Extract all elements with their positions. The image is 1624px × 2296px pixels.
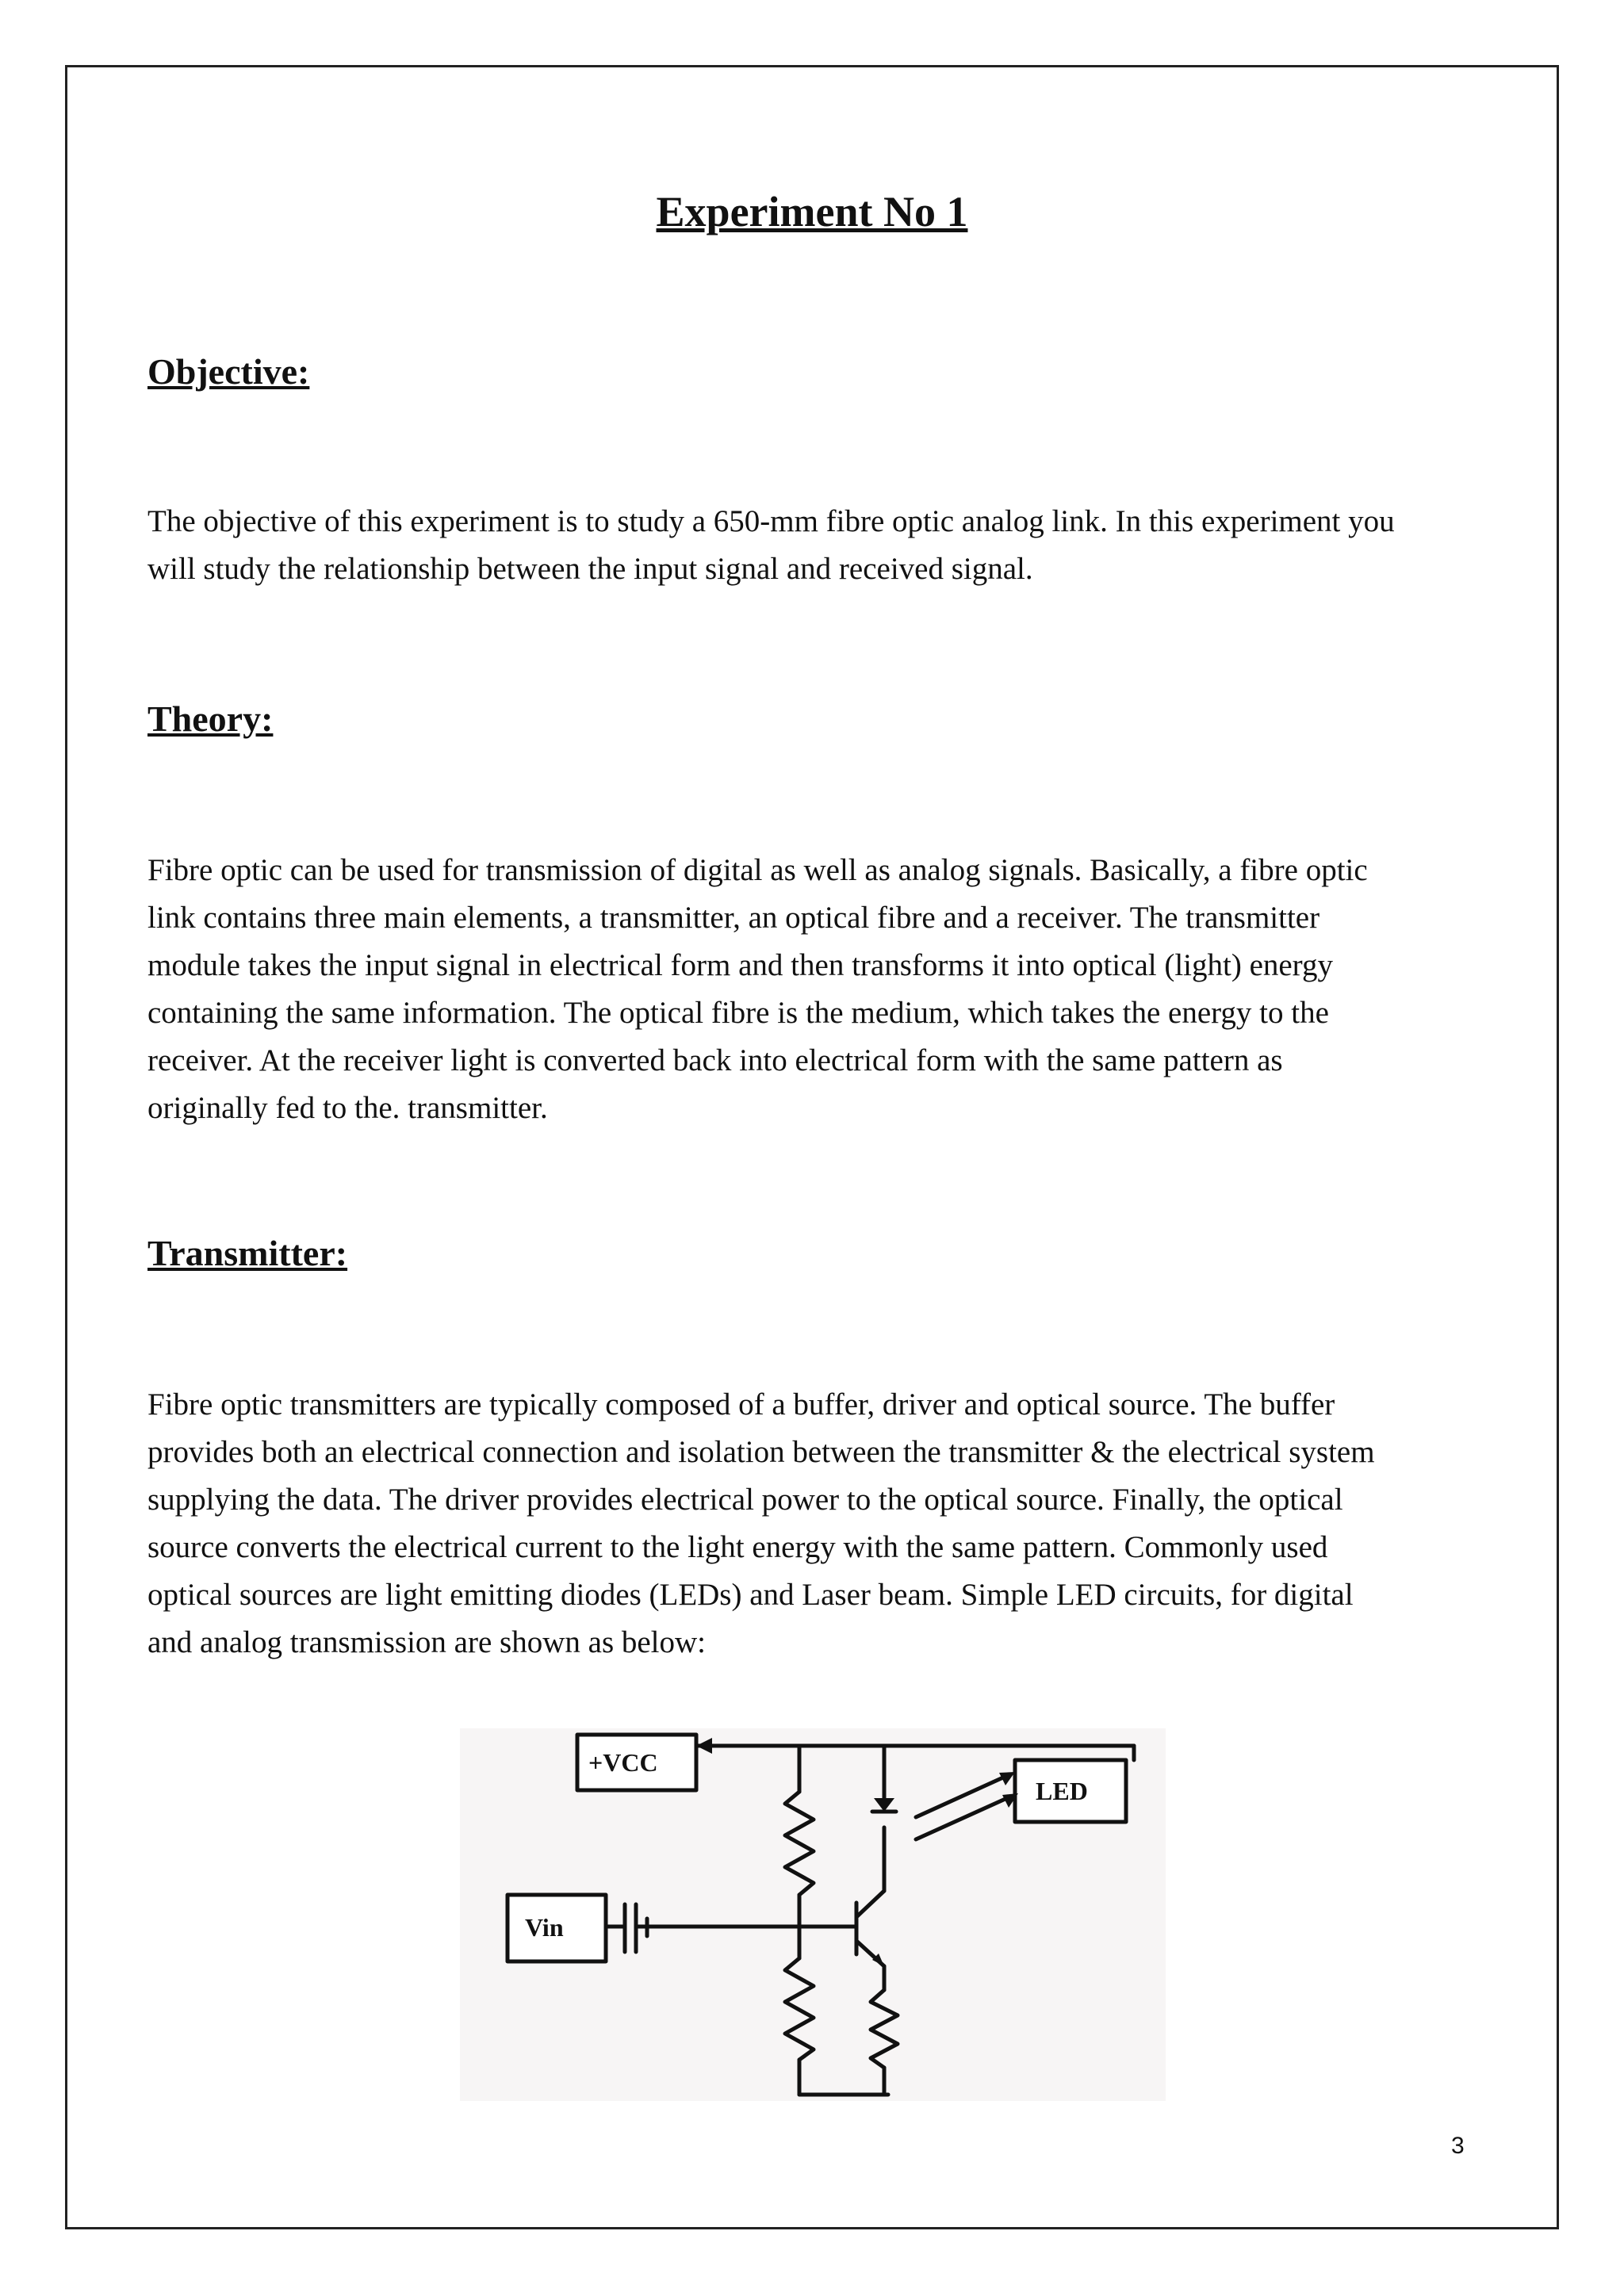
transmitter-line: supplying the data. The driver provides electrical power to the optical source. Finally, the optical xyxy=(147,1483,1343,1517)
page-title: Experiment No 1 xyxy=(656,188,968,235)
objective-paragraph xyxy=(147,498,1488,593)
theory-line: module takes the input signal in electrical form and then transforms it into optical (light) energy xyxy=(147,948,1333,982)
transmitter-line: optical sources are light emitting diodes (LEDs) and Laser beam. Simple LED circuits, for digital xyxy=(147,1578,1354,1612)
theory-line: receiver. At the receiver light is converted back into electrical form with the same pattern as xyxy=(147,1043,1283,1077)
theory-paragraph xyxy=(147,847,1488,1132)
vcc-label: +VCC xyxy=(588,1748,658,1777)
objective-heading: Objective: xyxy=(147,351,310,392)
led-label: LED xyxy=(1036,1777,1088,1805)
page-number: 3 xyxy=(1451,2133,1465,2159)
vin-label: Vin xyxy=(525,1913,564,1942)
objective-line: The objective of this experiment is to study a 650-mm fibre optic analog link. In this experiment you xyxy=(147,504,1395,538)
theory-line: Fibre optic can be used for transmission of digital as well as analog signals. Basically, a fibre optic xyxy=(147,853,1368,887)
led-circuit-diagram xyxy=(460,1728,1166,2101)
theory-heading: Theory: xyxy=(147,698,274,739)
led-circuit-figure xyxy=(460,1728,1166,2101)
transmitter-line: and analog transmission are shown as below: xyxy=(147,1625,707,1659)
transmitter-line: source converts the electrical current to the light energy with the same pattern. Commonly used xyxy=(147,1530,1328,1564)
theory-line: link contains three main elements, a transmitter, an optical fibre and a receiver. The transmitter xyxy=(147,901,1320,935)
theory-line: originally fed to the. transmitter. xyxy=(147,1091,548,1125)
transmitter-heading: Transmitter: xyxy=(147,1233,348,1273)
transmitter-paragraph xyxy=(147,1381,1488,1667)
objective-line: will study the relationship between the input signal and received signal. xyxy=(147,552,1033,586)
transmitter-line: Fibre optic transmitters are typically composed of a buffer, driver and optical source. The buffer xyxy=(147,1387,1335,1422)
transmitter-line: provides both an electrical connection and isolation between the transmitter & the electrical system xyxy=(147,1435,1375,1469)
theory-line: containing the same information. The optical fibre is the medium, which takes the energy to the xyxy=(147,996,1329,1030)
